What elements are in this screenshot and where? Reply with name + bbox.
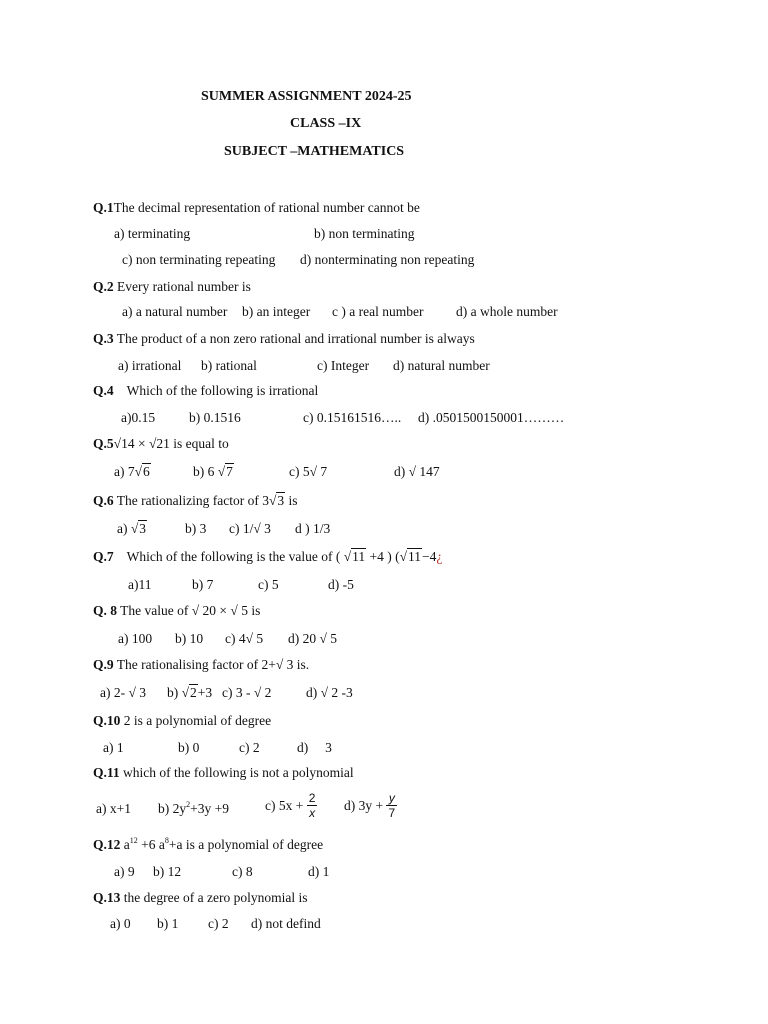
exponent: 8: [164, 836, 169, 845]
question-text: is equal to: [169, 436, 229, 451]
option-label: c) 5x +: [265, 797, 304, 813]
option-c: [265, 792, 317, 819]
option-d: d) -5: [328, 577, 354, 592]
class-heading: CLASS –IX: [290, 116, 362, 131]
question-5: [93, 437, 229, 451]
question-text: a: [120, 837, 130, 852]
radicand: 2: [190, 685, 197, 700]
option-a: [114, 465, 151, 479]
radicand: 147: [416, 464, 440, 479]
option-d: [344, 792, 397, 819]
option-c: [229, 522, 271, 536]
sqrt-symbol: √: [191, 603, 200, 618]
option-b: [158, 802, 229, 816]
question-number: Q.3: [93, 331, 114, 346]
option-c: c) 2: [239, 740, 260, 755]
question-text: The product of a non zero rational and irrational number is always: [113, 331, 475, 346]
question-text: +6 a: [137, 837, 165, 852]
question-3: [93, 332, 475, 346]
option-b: b) 12: [153, 864, 182, 879]
option-tail: +3: [197, 685, 213, 700]
option-d: [288, 632, 337, 646]
sqrt-symbol: √: [128, 685, 136, 700]
sqrt-symbol: √: [148, 436, 157, 451]
question-text-tail: −4: [422, 549, 437, 564]
assignment-title: SUMMER ASSIGNMENT 2024-25: [201, 89, 412, 104]
question-number: Q.5: [93, 436, 114, 451]
question-number: Q.11: [93, 765, 120, 780]
question-9: [93, 658, 309, 672]
option-c: c) non terminating repeating: [122, 252, 276, 267]
radicand: 7: [226, 464, 233, 479]
option-a: a) terminating: [114, 226, 191, 241]
option-c: c) 8: [232, 864, 253, 879]
option-b: b) 3: [185, 521, 207, 536]
question-text-tail: is: [247, 603, 261, 618]
question-11: [93, 766, 354, 780]
fraction: [386, 792, 397, 819]
sqrt-symbol: √: [408, 464, 417, 479]
option-label: b) 6: [193, 464, 218, 479]
question-text: Which of the following is the value of (: [126, 549, 344, 564]
option-c: [225, 632, 263, 646]
sqrt-symbol: √: [320, 685, 329, 700]
option-b: b) 0.1516: [189, 410, 241, 425]
radicand: 7: [317, 464, 328, 479]
option-a: [117, 522, 147, 536]
times-sign: ×: [134, 436, 149, 451]
option-d: d) natural number: [393, 358, 490, 373]
question-text: The value of: [117, 603, 192, 618]
radicand: 3: [135, 685, 147, 700]
denominator: x: [309, 806, 316, 820]
option-a: a) 100: [118, 631, 153, 646]
radicand: 5: [253, 631, 264, 646]
fraction: [307, 792, 318, 819]
question-number: Q.13: [93, 890, 121, 905]
sqrt-symbol: √: [217, 464, 226, 479]
question-number: Q.9: [93, 657, 114, 672]
radicand: 11: [408, 549, 422, 564]
question-text-mid: +4 ) (: [366, 549, 400, 564]
option-c: c) 5: [258, 577, 279, 592]
option-a: [100, 686, 146, 700]
question-text: the degree of a zero polynomial is: [120, 890, 308, 905]
sqrt-symbol: √: [130, 521, 139, 536]
question-2: [93, 280, 251, 294]
radicand: 5: [237, 603, 248, 618]
question-text: Every rational number is: [113, 279, 251, 294]
radicand: 3: [139, 521, 147, 536]
question-4: [93, 384, 318, 398]
option-b: b) 7: [192, 577, 214, 592]
radicand: 3: [260, 521, 271, 536]
render-error-glyph: ¿: [436, 549, 443, 564]
option-b: b) 1: [157, 916, 179, 931]
times-sign: ×: [216, 603, 231, 618]
option-a: a)11: [128, 577, 152, 592]
option-label: a): [117, 521, 131, 536]
option-d: d ) 1/3: [295, 521, 331, 536]
option-c: c ) a real number: [332, 304, 424, 319]
option-b: b) non terminating: [314, 226, 415, 241]
option-d: d) not defind: [251, 916, 321, 931]
option-d: d) nonterminating non repeating: [300, 252, 475, 267]
option-a: a)0.15: [121, 410, 156, 425]
option-label: c) 4: [225, 631, 246, 646]
option-b: [167, 686, 212, 700]
question-number: Q.2: [93, 279, 114, 294]
sqrt-symbol: √: [343, 549, 352, 564]
question-text: 2 is a polynomial of degree: [120, 713, 272, 728]
option-d: [306, 686, 353, 700]
option-d: [394, 465, 440, 479]
question-text: Which of the following is irrational: [126, 383, 319, 398]
option-label: d): [306, 685, 321, 700]
question-text: which of the following is not a polynomial: [119, 765, 354, 780]
question-6: [93, 494, 298, 508]
sqrt-symbol: √: [399, 549, 408, 564]
subject-heading: SUBJECT –MATHEMATICS: [224, 144, 405, 159]
radicand: 14: [121, 436, 135, 451]
numerator: 2: [308, 791, 316, 805]
option-b: b) an integer: [242, 304, 311, 319]
option-label: d) 20: [288, 631, 320, 646]
radicand: 3: [283, 657, 294, 672]
option-label: d) 3y +: [344, 797, 384, 813]
sqrt-symbol: √: [230, 603, 238, 618]
question-text: The rationalizing factor of 3: [113, 493, 269, 508]
option-d: d) .0501500150001………: [418, 410, 565, 425]
sqrt-symbol: √: [309, 464, 318, 479]
radicand: 3: [277, 493, 285, 508]
question-text: +a is a polynomial of degree: [168, 837, 324, 852]
sqrt-symbol: √: [113, 436, 122, 451]
question-number: Q.12: [93, 837, 121, 852]
option-d: d) a whole number: [456, 304, 558, 319]
option-c: c) 0.15161516…..: [303, 410, 402, 425]
exponent: 12: [129, 836, 138, 845]
sqrt-symbol: √: [253, 521, 261, 536]
sqrt-symbol: √: [268, 493, 277, 508]
option-b: b) 0: [178, 740, 200, 755]
question-text-tail: is: [285, 493, 298, 508]
question-12: [93, 838, 323, 852]
option-a: a) a natural number: [122, 304, 228, 319]
option-a: a) 9: [114, 864, 135, 879]
question-text: The decimal representation of rational number cannot be: [113, 200, 420, 215]
option-c: c) 2: [208, 916, 229, 931]
option-label: a) 7: [114, 464, 135, 479]
sqrt-symbol: √: [319, 631, 327, 646]
option-a: a) x+1: [96, 801, 131, 816]
option-tail: +3y +9: [190, 801, 229, 816]
question-number: Q.6: [93, 493, 114, 508]
question-text-tail: is.: [293, 657, 310, 672]
option-label: d): [394, 464, 409, 479]
question-number: Q. 8: [93, 603, 118, 618]
sqrt-symbol: √: [245, 631, 254, 646]
option-b: [193, 465, 234, 479]
option-label: b) 2y: [158, 801, 187, 816]
option-label: c) 5: [289, 464, 310, 479]
option-label: b): [167, 685, 182, 700]
sqrt-symbol: √: [275, 657, 284, 672]
question-13: [93, 891, 307, 905]
radicand: 5: [326, 631, 338, 646]
option-a: a) irrational: [118, 358, 182, 373]
question-8: [93, 604, 260, 618]
sqrt-symbol: √: [253, 685, 262, 700]
option-label: c) 1/: [229, 521, 254, 536]
option-b: b) 10: [175, 631, 204, 646]
sqrt-symbol: √: [181, 685, 190, 700]
option-c: [289, 465, 327, 479]
question-text: The rationalising factor of 2+: [113, 657, 276, 672]
option-c: [222, 686, 271, 700]
question-number: Q.1: [93, 200, 114, 215]
numerator: y: [388, 791, 395, 805]
radicand: 11: [352, 549, 366, 564]
question-7: [93, 550, 442, 564]
option-b: b) rational: [201, 358, 257, 373]
option-a: a) 0: [110, 916, 131, 931]
question-number: Q.10: [93, 713, 121, 728]
denominator: 7: [388, 806, 396, 820]
option-label: c) 3 -: [222, 685, 254, 700]
option-label: a) 2-: [100, 685, 129, 700]
option-d: d) 1: [308, 864, 330, 879]
sqrt-symbol: √: [134, 464, 143, 479]
question-10: [93, 714, 271, 728]
option-c: c) Integer: [317, 358, 370, 373]
exponent: 2: [186, 800, 191, 809]
radicand: 20: [199, 603, 217, 618]
question-number: Q.4: [93, 383, 114, 398]
option-a: a) 1: [103, 740, 124, 755]
question-number: Q.7: [93, 549, 114, 564]
radicand: 6: [143, 464, 150, 479]
radicand: 21: [156, 436, 170, 451]
radicand: 2 -3: [328, 685, 353, 700]
radicand: 2: [261, 685, 272, 700]
question-1: [93, 201, 420, 215]
option-d: d) 3: [297, 740, 332, 755]
